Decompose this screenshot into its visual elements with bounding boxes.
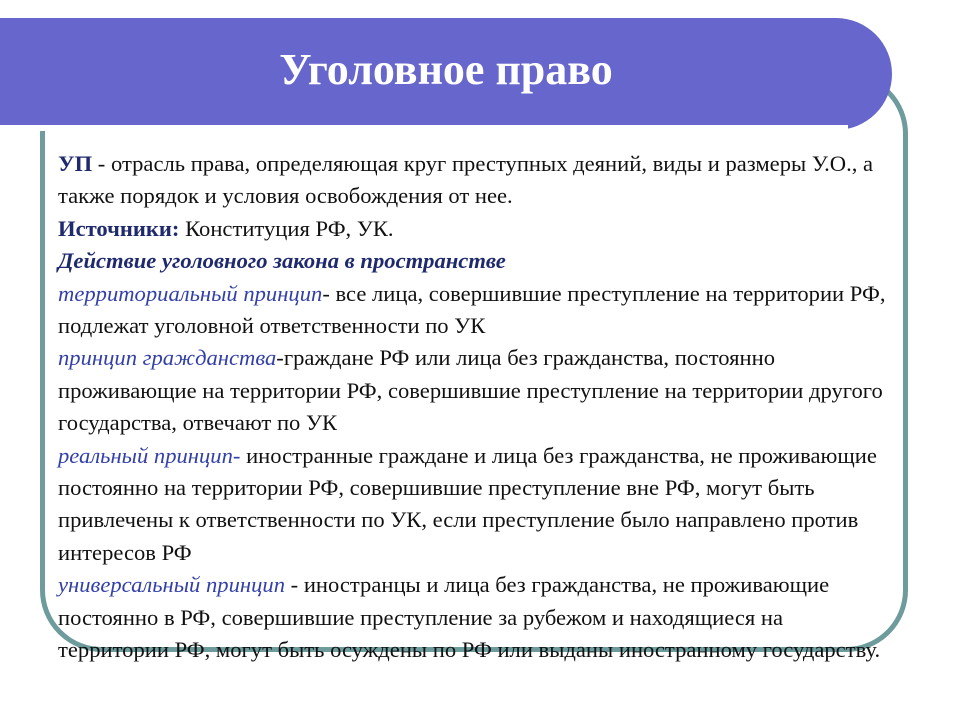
principle-name: универсальный принцип bbox=[58, 572, 285, 598]
principle-text: -граждане РФ или лица без гражданства, постоянно проживающие на территории РФ, совершившие преступление на территории другого государства, отвечают по УК bbox=[58, 345, 883, 436]
principle-citizenship bbox=[58, 342, 898, 439]
principle-name: территориальный принцип bbox=[58, 280, 323, 306]
principle-text: - иностранцы и лица без гражданства, не проживающие постоянно в РФ, совершившие преступление за рубежом и находящиеся на территории РФ, могут быть осуждены по РФ или выданы иностранному государству. bbox=[58, 572, 881, 663]
slide-content bbox=[58, 148, 898, 667]
principle-text: - все лица, совершившие преступление на территории РФ, подлежат уголовной ответственности по УК bbox=[58, 280, 886, 339]
principle-name: реальный принцип- bbox=[58, 442, 241, 468]
principle-text: иностранные граждане и лица без гражданства, не проживающие постоянно на территории РФ, совершившие преступление вне РФ, могут быть привлечены к ответственности по УК, если преступление было направлено против интересов РФ bbox=[58, 442, 877, 565]
definition-term: УП bbox=[58, 151, 93, 176]
section-heading: Действие уголовного закона в пространстве bbox=[58, 248, 506, 274]
principle-territorial bbox=[58, 278, 898, 343]
sources-label: Источники: bbox=[58, 215, 180, 241]
sources-text: Конституция РФ, УК. bbox=[179, 215, 394, 241]
slide-title: Уголовное право bbox=[279, 45, 613, 94]
definition-paragraph bbox=[58, 148, 898, 213]
principle-name: принцип гражданства bbox=[58, 345, 277, 371]
principle-real bbox=[58, 440, 898, 570]
sources-paragraph bbox=[58, 213, 898, 245]
principle-universal bbox=[58, 569, 898, 666]
definition-text: - отрасль права, определяющая круг преступных деяний, виды и размеры У.О., а также порядок и условия освобождения от нее. bbox=[58, 151, 874, 209]
title-underline bbox=[0, 125, 848, 131]
